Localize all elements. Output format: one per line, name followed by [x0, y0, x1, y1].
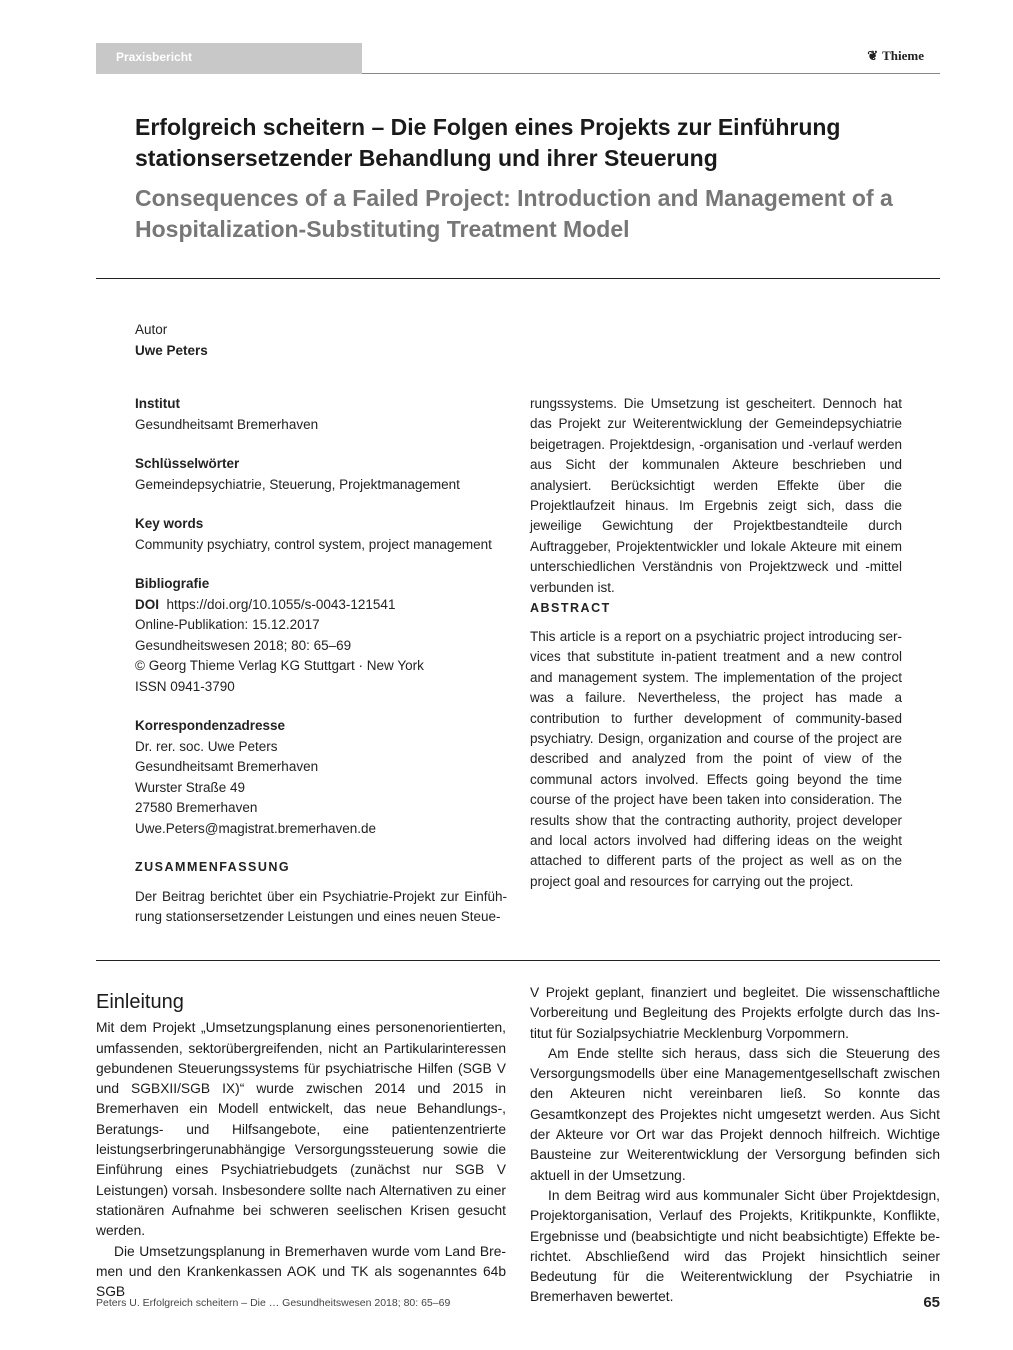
correspondence-name: Dr. rer. soc. Uwe Peters — [135, 738, 278, 754]
section-label: Praxisbericht — [116, 50, 193, 64]
keywords-de-value: Gemeindepsychiatrie, Steuerung, Projektmanagement — [135, 476, 460, 492]
page-number: 65 — [923, 1294, 940, 1311]
summary-text-start: Der Beitrag berichtet über ein Psychiatrie-Projekt zur Einführung stationsersetzender Leistungen und eines neuen Steue- — [135, 889, 507, 925]
institute-value: Gesundheitsamt Bremerhaven — [135, 416, 319, 432]
summary-section-left — [135, 860, 507, 928]
bibliography-label: Bibliografie — [135, 576, 210, 591]
title-german: Erfolgreich scheitern – Die Folgen eines Projekts zur Einführung stationsersetzender Behandlung und ihrer Steuerung — [135, 114, 841, 171]
publisher-logo — [867, 48, 924, 64]
intro-paragraph-4: In dem Beitrag wird aus kommunaler Sicht über Projektdesign, Projektorganisation, Verlauf des Projekts, Kritikpunkte, Konflikte, Ergebnisse und (beabsichtigte und nicht beabsichtigte) Effekte berichtet. Abschließend wird das Projekt hinsichtlich seiner Bedeutung für die Weiterentwicklung der Psychiatrie in Bremerhaven bewertet. — [530, 1187, 940, 1305]
section-label-bar — [96, 43, 362, 74]
keywords-en-label: Key words — [135, 516, 204, 531]
intro-paragraph-3: Am Ende stellte sich heraus, dass sich die Steuerung des Versorgungsmodells über eine Managementgesellschaft zwischen den Akteuren nicht vereinbaren ließ. So konnte das Gesamtkonzept des Projektes nicht umgesetzt werden. Aus Sicht der Akteure vor Ort war das Projekt dennoch hilfreich. Wichtige Bausteine zur Weiterentwicklung der Versorgung befinden sich aktuell in der Umsetzung. — [530, 1045, 940, 1183]
journal-citation: Gesundheitswesen 2018; 80: 65–69 — [135, 637, 352, 653]
correspondence-street: Wurster Straße 49 — [135, 779, 246, 795]
intro-left-column — [96, 992, 506, 1302]
intro-paragraph-2-continued: V Projekt geplant, finanziert und begleitet. Die wissenschaftliche Vorbereitung und Begleitung des Projekts erfolgte durch das Institut für Sozialpsychiatrie Mecklenburg Vorpommern. — [530, 985, 940, 1041]
doi-label: DOI — [135, 596, 160, 612]
keywords-de-label: Schlüsselwörter — [135, 456, 240, 471]
intro-heading: Einleitung — [96, 991, 184, 1013]
title-divider — [96, 278, 940, 279]
online-publication: Online-Publikation: 15.12.2017 — [135, 617, 320, 632]
doi-line — [135, 595, 515, 616]
correspondence-city: 27580 Bremerhaven — [135, 800, 258, 815]
header-divider — [362, 73, 940, 74]
title-english: Consequences of a Failed Project: Introduction and Management of a Hospitalization-Substituting Treatment Model — [135, 185, 893, 242]
abstract-divider — [96, 960, 940, 961]
intro-paragraph-2-start: Die Umsetzungsplanung in Bremerhaven wurde vom Land Bremen und den Krankenkassen AOK und TK als sogenanntes 64b SGB — [96, 1243, 506, 1300]
copyright: © Georg Thieme Verlag KG Stuttgart · New York — [135, 658, 424, 673]
footer-citation: Peters U. Erfolgreich scheitern – Die … Gesundheitswesen 2018; 80: 65–69 — [96, 1297, 451, 1309]
thieme-logo-icon: ❦ — [867, 48, 879, 63]
author-name: Uwe Peters — [135, 342, 208, 358]
publisher-name: Thieme — [882, 48, 924, 63]
issn: ISSN 0941-3790 — [135, 678, 235, 694]
correspondence-email[interactable]: Uwe.Peters@magistrat.bremerhaven.de — [135, 820, 377, 836]
summary-section-right — [530, 394, 902, 598]
author-block — [135, 320, 515, 361]
abstract-heading: ABSTRACT — [530, 601, 611, 615]
intro-right-column — [530, 983, 940, 1308]
keywords-en-value: Community psychiatry, control system, project management — [135, 536, 492, 552]
correspondence-label: Korrespondenzadresse — [135, 718, 286, 733]
intro-paragraph-1: Mit dem Projekt „Umsetzungsplanung eines personenorientierten, umfassenden, sektorübergreifenden, nicht an Partikularinteressen gebundenen Steuerungssystems für psychiatrische Hilfen (SGB V und SGBXII/SGB IX)“ wurde zwischen 2014 und 2015 in Bremerhaven ein Modell entwickelt, das neue Behandlungs-, Beratungs- und Hilfsangebote, eine patientenzentrierte leistungserbringerunabhängige Versorgungssteuerung sowie die Einführung eines Psychiatriebudgets (zunächst nur SGB V Leistungen) vorsah. Insbesondere sollte nach Alternativen zu einer stationären Aufnahme bei schweren seelischen Krisen gesucht werden. — [96, 1020, 506, 1239]
author-label: Autor — [135, 322, 168, 337]
correspondence-institute: Gesundheitsamt Bremerhaven — [135, 759, 319, 774]
summary-text-continued: rungssystems. Die Umsetzung ist gescheitert. Dennoch hat das Projekt zur Weiterentwicklung der Gemeindepsychiatrie beigetragen. Projektdesign, -organisation und -verlauf werden aus Sicht der kommunalen Akteure beschrieben und analysiert. Berücksichtigt werden Effekte über die Projektlaufzeit hinaus. Im Ergebnis zeigt sich, dass die jeweilige Gewichtung der Projektbestandteile durch Auftraggeber, Projektentwickler und lokale Akteure mit einem unterschiedlichen Verständnis von Projektzweck und -mittel verbunden ist. — [530, 396, 902, 595]
institute-label: Institut — [135, 396, 180, 411]
abstract-text: This article is a report on a psychiatric project introducing services that substitute in-patient treatment and a new control and management system. The implementation of the project was a failure. Nevertheless, the project has made a contribution to further development of community-based psychiatry. Design, organization and course of the project are described and analyzed from the point of view of the communal actors involved. Effects going beyond the time course of the project have been taken into consideration. The results show that the contracting authority, project developer and local actors involved had differing ideas on the weight attached to different parts of the project as well as on the project goal and resources for carrying out the project. — [530, 629, 902, 889]
abstract-section — [530, 601, 902, 892]
summary-heading: ZUSAMMENFASSUNG — [135, 860, 291, 874]
doi-link[interactable]: https://doi.org/10.1055/s-0043-121541 — [166, 596, 396, 612]
metadata-column — [135, 394, 515, 839]
